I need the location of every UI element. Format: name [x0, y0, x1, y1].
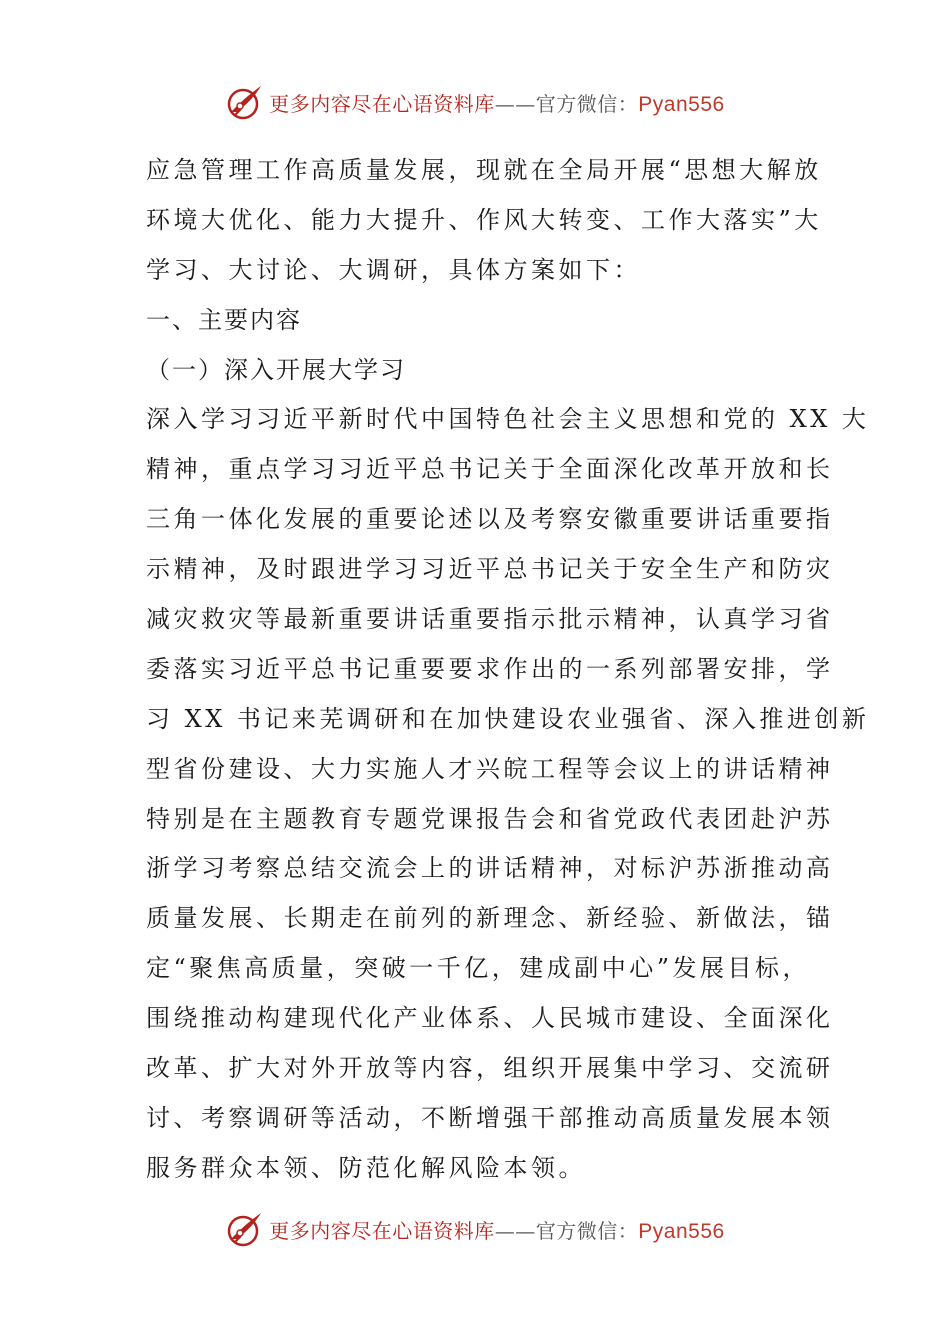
text-line: 深入学习习近平新时代中国特色社会主义思想和党的 XX 大 [146, 405, 870, 434]
text-line: 精神，重点学习习近平总书记关于全面深化改革开放和长 [146, 455, 834, 484]
text-line: 习 XX 书记来芜调研和在加快建设农业强省、深入推进创新 [146, 704, 870, 733]
text-line: 浙学习考察总结交流会上的讲话精神，对标沪苏浙推动高 [146, 854, 834, 883]
text-line: 减灾救灾等最新重要讲话重要指示批示精神，认真学习省 [146, 605, 834, 634]
header-watermark-text [269, 88, 724, 117]
watermark-wechat-label: 官方微信： [535, 1218, 639, 1243]
text-line: 服务群众本领、防范化解风险本领。 [146, 1153, 586, 1182]
footer-watermark-banner [0, 1205, 950, 1253]
watermark-site-text: 更多内容尽在心语资料库 [269, 1218, 495, 1243]
text-line: 改革、扩大对外开放等内容，组织开展集中学习、交流研 [146, 1054, 834, 1083]
text-line: 定“聚焦高质量，突破一千亿，建成副中心”发展目标， [146, 954, 811, 983]
section-heading: 一、主要内容 [146, 305, 302, 334]
quill-logo-icon [225, 1209, 265, 1249]
watermark-site-text: 更多内容尽在心语资料库 [269, 91, 495, 116]
watermark-wechat-id: Pyan556 [638, 1219, 725, 1243]
text-line: 学习、大讨论、大调研，具体方案如下： [146, 255, 641, 284]
text-line: 三角一体化发展的重要论述以及考察安徽重要讲话重要指 [146, 505, 834, 534]
subsection-heading: （一）深入开展大学习 [146, 355, 406, 384]
header-watermark-banner [0, 78, 950, 126]
text-line: 特别是在主题教育专题党课报告会和省党政代表团赴沪苏 [146, 804, 834, 833]
text-line: 示精神，及时跟进学习习近平总书记关于安全生产和防灾 [146, 555, 834, 584]
document-body [146, 146, 870, 1194]
text-line: 质量发展、长期走在前列的新理念、新经验、新做法，锚 [146, 904, 834, 933]
watermark-wechat-label: 官方微信： [535, 91, 639, 116]
text-line: 委落实习近平总书记重要要求作出的一系列部署安排，学 [146, 654, 834, 683]
watermark-dash: —— [494, 91, 536, 116]
text-line: 讨、考察调研等活动，不断增强干部推动高质量发展本领 [146, 1103, 834, 1132]
watermark-wechat-id: Pyan556 [638, 92, 725, 116]
footer-watermark-text [269, 1215, 724, 1244]
watermark-dash: —— [494, 1218, 536, 1243]
text-line: 环境大优化、能力大提升、作风大转变、工作大落实”大 [146, 205, 822, 234]
text-line: 应急管理工作高质量发展，现就在全局开展“思想大解放 [146, 156, 822, 184]
text-line: 型省份建设、大力实施人才兴皖工程等会议上的讲话精神 [146, 754, 834, 783]
quill-logo-icon [225, 82, 265, 122]
text-line: 围绕推动构建现代化产业体系、人民城市建设、全面深化 [146, 1004, 834, 1033]
